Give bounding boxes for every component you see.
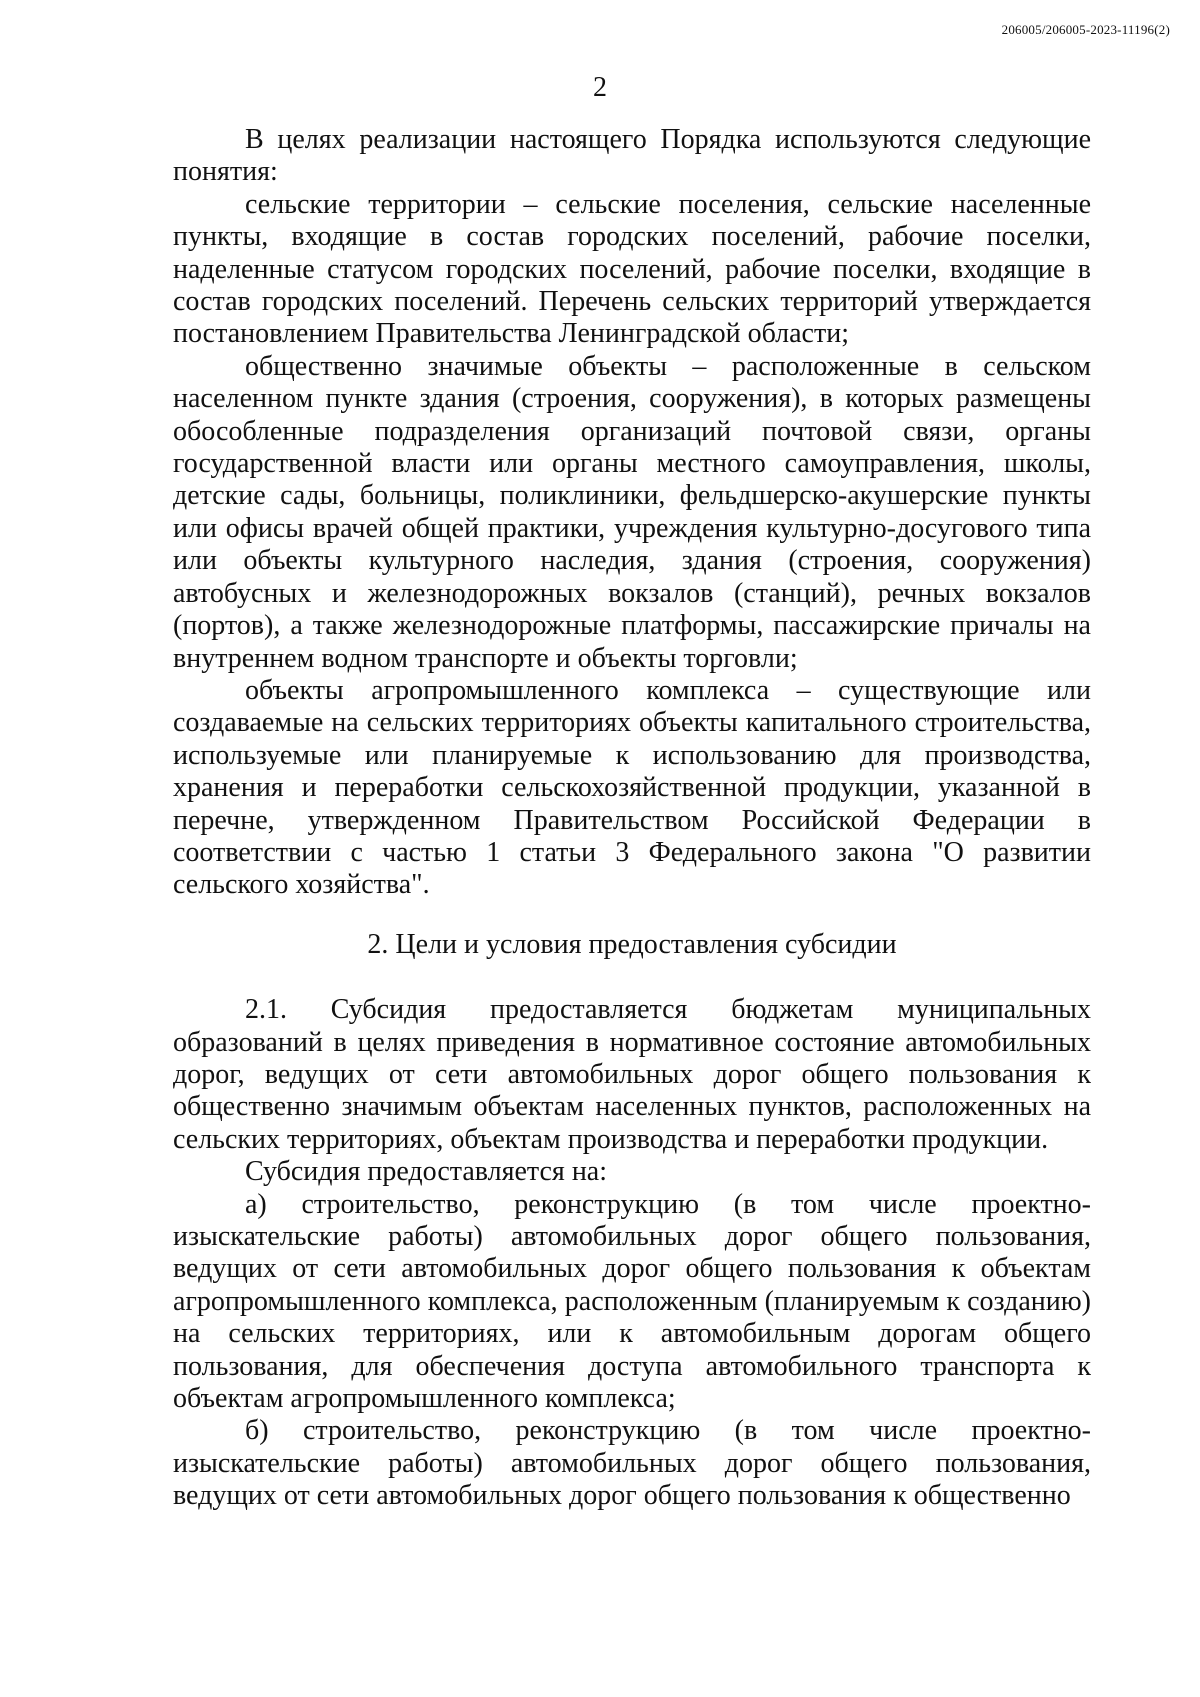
public-objects-definition: общественно значимые объекты – расположенные в сельском населенном пункте здания (строения, сооружения), в которых размещены обособленные подразделения организаций почтовой связи, органы государственной власти или органы местного самоуправления, школы, детские сады, больницы, поликлиники, фельдшерско-акушерские пункты или офисы врачей общей практики, учреждения культурно-досугового типа или объекты культурного наследия, здания (строения, сооружения) автобусных и железнодорожных вокзалов (станций), речных вокзалов (портов), а также железнодорожные платформы, пассажирские причалы на внутреннем водном транспорте и объекты торговли; xyxy=(173,350,1091,674)
agro-objects-definition: объекты агропромышленного комплекса – существующие или создаваемые на сельских территориях объекты капитального строительства, используемые или планируемые к использованию для производства, хранения и переработки сельскохозяйственной продукции, указанной в перечне, утвержденном Правительством Российской Федерации в соответствии с частью 1 статьи 3 Федерального закона "О развитии сельского хозяйства". xyxy=(173,674,1091,901)
clause-2-1-paragraph: 2.1. Субсидия предоставляется бюджетам муниципальных образований в целях приведения в нормативное состояние автомобильных дорог, ведущих от сети автомобильных дорог общего пользования к общественно значимым объектам населенных пунктов, расположенных на сельских территориях, объектам производства и переработки продукции. xyxy=(173,994,1091,1155)
subsidy-item-a: а) строительство, реконструкцию (в том числе проектно-изыскательские работы) автомобильных дорог общего пользования, ведущих от сети автомобильных дорог общего пользования к объектам агропромышленного комплекса, расположенным (планируемым к созданию) на сельских территориях, или к автомобильным дорогам общего пользования, для обеспечения доступа автомобильного транспорта к объектам агропромышленного комплекса; xyxy=(173,1188,1091,1415)
subsidy-purposes-intro: Субсидия предоставляется на: xyxy=(245,1156,608,1188)
document-body xyxy=(173,124,1091,1513)
rural-territories-definition: сельские территории – сельские поселения, сельские населенные пункты, входящие в состав городских поселений, рабочие поселки, наделенные статусом городских поселений, рабочие поселки, входящие в состав городских поселений. Перечень сельских территорий утверждается постановлением Правительства Ленинградской области; xyxy=(173,188,1091,350)
document-id: 206005/206005-2023-11196(2) xyxy=(1001,22,1170,37)
definitions-intro-paragraph: В целях реализации настоящего Порядка используются следующие понятия: xyxy=(173,124,1091,188)
page-number: 2 xyxy=(593,72,607,103)
section-2-heading: 2. Цели и условия предоставления субсидии xyxy=(367,928,897,960)
subsidy-item-b: б) строительство, реконструкцию (в том числе проектно-изыскательские работы) автомобильных дорог общего пользования, ведущих от сети автомобильных дорог общего пользования к общественно xyxy=(173,1415,1091,1512)
